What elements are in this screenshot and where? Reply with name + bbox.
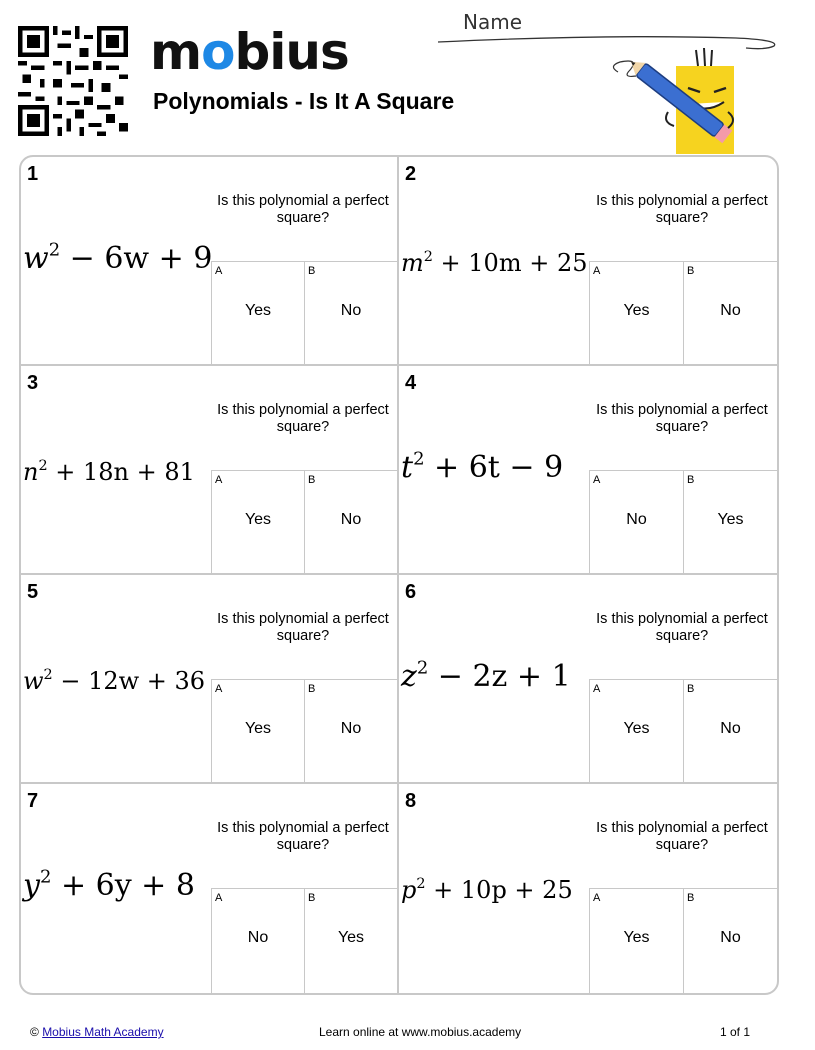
variable: t <box>401 450 414 485</box>
answer-choices <box>589 679 777 782</box>
choice-b[interactable] <box>683 680 777 782</box>
variable: n <box>23 458 39 486</box>
choice-text: No <box>340 720 362 737</box>
choice-text: No <box>626 511 647 528</box>
choice-a[interactable] <box>589 262 683 364</box>
question-number: 5 <box>27 581 39 603</box>
copyright-symbol: © <box>30 1025 39 1039</box>
choice-a[interactable] <box>211 680 304 782</box>
mobius-academy-link[interactable]: Mobius Math Academy <box>42 1025 164 1039</box>
question-number: 2 <box>405 163 417 185</box>
question-card <box>399 784 777 993</box>
question-prompt: Is this polynomial a perfect square? <box>217 820 389 853</box>
choice-letter: B <box>308 683 316 695</box>
question-prompt: Is this polynomial a perfect square? <box>596 611 768 644</box>
question-number: 6 <box>405 581 417 603</box>
expression-terms: + 6y + 8 <box>51 868 195 903</box>
question-number: 1 <box>27 163 39 185</box>
choice-b[interactable] <box>304 889 397 993</box>
brand-name: mobius <box>150 23 349 81</box>
pencil-mascot-illustration <box>610 40 750 160</box>
question-card <box>21 157 399 366</box>
choice-letter: B <box>687 474 695 486</box>
question-card <box>399 157 777 366</box>
choice-b[interactable] <box>683 471 777 573</box>
answer-choices <box>211 261 397 364</box>
choice-b[interactable] <box>304 262 397 364</box>
choice-letter: A <box>215 892 223 904</box>
exponent: 2 <box>416 657 429 679</box>
worksheet-title: Polynomials - Is It A Square <box>153 88 455 114</box>
choice-a[interactable] <box>211 889 304 993</box>
question-prompt: Is this polynomial a perfect square? <box>596 402 768 435</box>
page-indicator: 1 of 1 <box>720 1025 751 1039</box>
choice-letter: A <box>593 683 601 695</box>
expression-terms: − 6w + 9 <box>60 241 213 276</box>
expression-terms: + 6t − 9 <box>424 450 564 485</box>
choice-letter: A <box>215 265 223 277</box>
question-number: 7 <box>27 790 39 812</box>
question-prompt: Is this polynomial a perfect square? <box>596 820 768 853</box>
choice-a[interactable] <box>211 262 304 364</box>
choice-text: No <box>720 929 741 946</box>
answer-choices <box>211 470 397 573</box>
choice-text: Yes <box>717 511 744 528</box>
choice-letter: A <box>593 265 601 277</box>
variable: w <box>23 241 49 276</box>
question-number: 8 <box>405 790 417 812</box>
choice-a[interactable] <box>211 471 304 573</box>
answer-choices <box>211 888 397 993</box>
variable: z <box>401 659 417 694</box>
expression-terms: − 2z + 1 <box>428 659 571 694</box>
choice-letter: A <box>593 474 601 486</box>
polynomial-expression <box>23 452 211 492</box>
expression-terms: + 18n + 81 <box>47 458 195 486</box>
choice-b[interactable] <box>683 262 777 364</box>
exponent: 2 <box>413 448 425 470</box>
choice-text: Yes <box>337 929 365 946</box>
choice-text: Yes <box>623 720 650 737</box>
exponent: 2 <box>416 875 426 892</box>
choice-text: Yes <box>244 720 272 737</box>
choice-b[interactable] <box>304 680 397 782</box>
question-grid <box>19 155 779 995</box>
expression-terms: + 10m + 25 <box>432 249 588 277</box>
choice-letter: A <box>215 474 223 486</box>
question-card <box>399 366 777 575</box>
exponent: 2 <box>38 457 48 474</box>
choice-letter: A <box>215 683 223 695</box>
variable: p <box>401 876 417 904</box>
choice-text: No <box>720 302 741 319</box>
question-prompt: Is this polynomial a perfect square? <box>217 611 389 644</box>
choice-a[interactable] <box>589 680 683 782</box>
choice-text: No <box>720 720 741 737</box>
variable: w <box>23 667 44 695</box>
exponent: 2 <box>43 666 53 683</box>
footer-center-text: Learn online at www.mobius.academy <box>319 1025 522 1039</box>
expression-terms: − 12w + 36 <box>52 667 206 695</box>
variable: m <box>401 249 424 277</box>
question-card <box>21 366 399 575</box>
question-number: 4 <box>405 372 417 394</box>
choice-b[interactable] <box>304 471 397 573</box>
answer-choices <box>589 261 777 364</box>
choice-letter: B <box>687 892 695 904</box>
choice-letter: B <box>308 265 316 277</box>
choice-text: Yes <box>244 302 272 319</box>
question-prompt: Is this polynomial a perfect square? <box>217 193 389 226</box>
choice-letter: B <box>687 265 695 277</box>
polynomial-expression <box>23 239 211 279</box>
question-card <box>399 575 777 784</box>
polynomial-expression <box>401 243 589 283</box>
question-prompt: Is this polynomial a perfect square? <box>217 402 389 435</box>
polynomial-expression <box>401 657 589 697</box>
choice-letter: B <box>308 474 316 486</box>
exponent: 2 <box>39 866 52 888</box>
answer-choices <box>211 679 397 782</box>
choice-letter: A <box>593 892 601 904</box>
choice-text: No <box>340 302 362 319</box>
polynomial-expression <box>23 866 211 906</box>
choice-letter: B <box>687 683 695 695</box>
choice-text: Yes <box>623 929 650 946</box>
question-number: 3 <box>27 372 39 394</box>
question-prompt: Is this polynomial a perfect square? <box>596 193 768 226</box>
footer-copyright <box>30 1025 164 1039</box>
choice-text: Yes <box>623 302 650 319</box>
brand-logo <box>150 22 349 82</box>
polynomial-expression <box>23 661 211 701</box>
choice-a[interactable] <box>589 889 683 993</box>
question-card <box>21 575 399 784</box>
answer-choices <box>589 888 777 993</box>
answer-choices <box>589 470 777 573</box>
polynomial-expression <box>401 870 589 910</box>
choice-text: Yes <box>244 511 272 528</box>
exponent: 2 <box>48 239 61 261</box>
choice-a[interactable] <box>589 471 683 573</box>
qr-code <box>18 26 128 136</box>
variable: y <box>23 868 40 903</box>
choice-letter: B <box>308 892 316 904</box>
choice-text: No <box>340 511 362 528</box>
choice-text: No <box>247 929 269 946</box>
exponent: 2 <box>423 248 433 265</box>
name-label: Name <box>463 10 523 34</box>
choice-b[interactable] <box>683 889 777 993</box>
polynomial-expression <box>401 448 589 488</box>
expression-terms: + 10p + 25 <box>425 876 573 904</box>
question-card <box>21 784 399 993</box>
